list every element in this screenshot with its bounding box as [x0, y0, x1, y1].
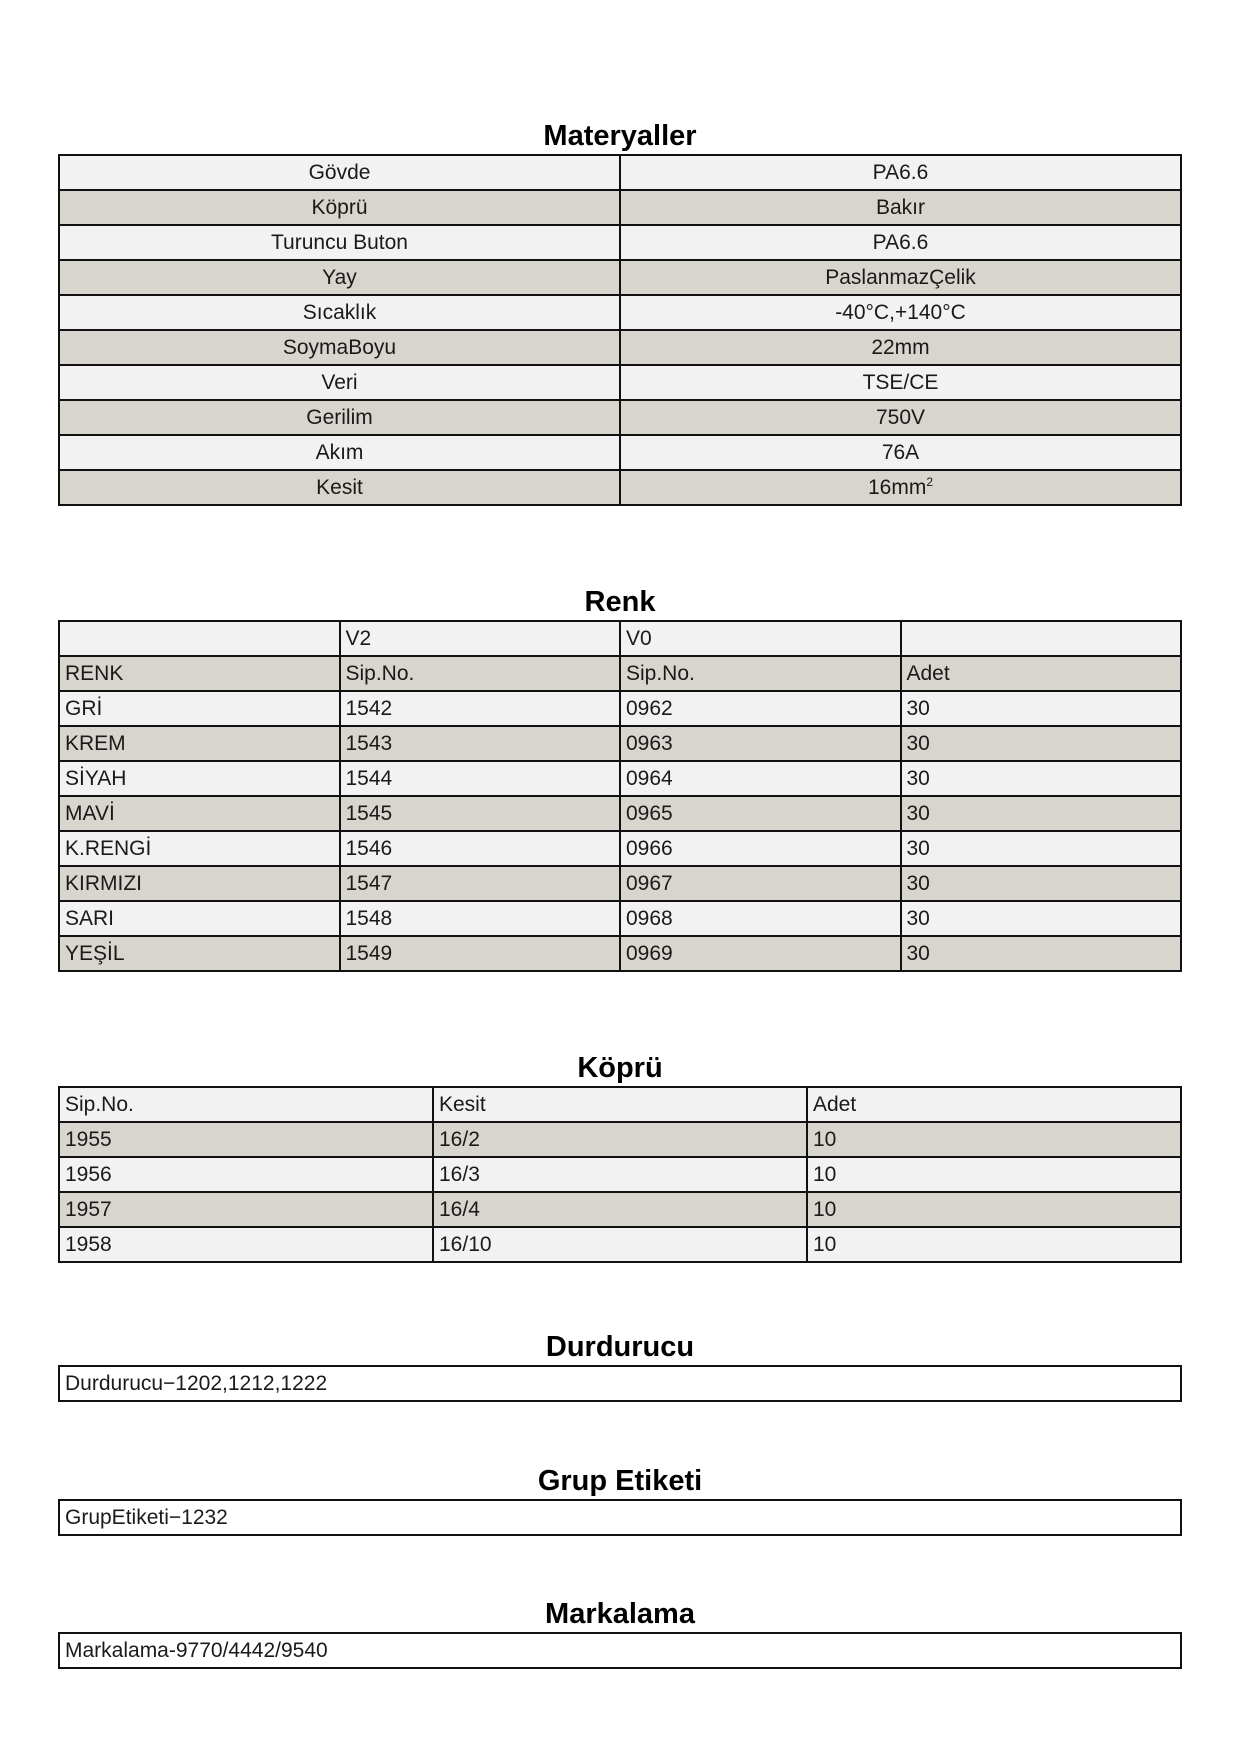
durdurucu-title: Durdurucu	[545, 1331, 695, 1363]
material-value: PA6.6	[620, 155, 1181, 190]
material-label: Yay	[59, 260, 620, 295]
table-row	[59, 190, 1181, 225]
table-row	[59, 936, 1181, 971]
material-label: Köprü	[59, 190, 620, 225]
material-label: Gövde	[59, 155, 620, 190]
table-cell: 30	[901, 761, 1182, 796]
table-cell: 0968	[620, 901, 901, 936]
table-cell: 0962	[620, 691, 901, 726]
table-cell: 0965	[620, 796, 901, 831]
table-cell: 1955	[59, 1122, 433, 1157]
table-cell: 1548	[340, 901, 621, 936]
column-header: Sip.No.	[59, 1087, 433, 1122]
table-header-row	[59, 1087, 1181, 1122]
material-value: -40°C,+140°C	[620, 295, 1181, 330]
column-header: Sip.No.	[340, 656, 621, 691]
table-cell: 16/3	[433, 1157, 807, 1192]
table-row	[59, 866, 1181, 901]
markalama-table	[58, 1632, 1182, 1669]
material-label: Akım	[59, 435, 620, 470]
table-cell: KREM	[59, 726, 340, 761]
durdurucu-table	[58, 1365, 1182, 1402]
table-cell: 30	[901, 726, 1182, 761]
table-row	[59, 365, 1181, 400]
table-cell: 10	[807, 1122, 1181, 1157]
table-row	[59, 1157, 1181, 1192]
durdurucu-section	[58, 1329, 1182, 1402]
table-cell: 30	[901, 901, 1182, 936]
renk-section	[58, 584, 1182, 972]
table-row	[59, 901, 1181, 936]
materials-title: Materyaller	[543, 120, 697, 152]
table-cell: 1543	[340, 726, 621, 761]
table-cell: V0	[620, 621, 901, 656]
table-cell: 30	[901, 831, 1182, 866]
kopru-title: Köprü	[577, 1052, 663, 1084]
table-cell: SARI	[59, 901, 340, 936]
material-label: Turuncu Buton	[59, 225, 620, 260]
table-row	[59, 1122, 1181, 1157]
material-value: 750V	[620, 400, 1181, 435]
material-value: PA6.6	[620, 225, 1181, 260]
table-cell: 10	[807, 1227, 1181, 1262]
table-cell: 10	[807, 1157, 1181, 1192]
materials-section	[58, 118, 1182, 506]
material-value: TSE/CE	[620, 365, 1181, 400]
table-cell: 1956	[59, 1157, 433, 1192]
table-cell: MAVİ	[59, 796, 340, 831]
table-cell: 0969	[620, 936, 901, 971]
table-row	[59, 761, 1181, 796]
renk-title: Renk	[584, 586, 656, 618]
material-label: Gerilim	[59, 400, 620, 435]
table-row	[59, 155, 1181, 190]
table-cell: 16/2	[433, 1122, 807, 1157]
table-cell: YEŞİL	[59, 936, 340, 971]
table-cell: 0966	[620, 831, 901, 866]
column-header: RENK	[59, 656, 340, 691]
column-header: Adet	[901, 656, 1182, 691]
table-cell	[59, 621, 340, 656]
table-header-row	[59, 656, 1181, 691]
table-cell: 0964	[620, 761, 901, 796]
material-value: 22mm	[620, 330, 1181, 365]
table-cell: 30	[901, 691, 1182, 726]
table-cell: 1547	[340, 866, 621, 901]
table-cell: GRİ	[59, 691, 340, 726]
table-row	[59, 831, 1181, 866]
column-header: Kesit	[433, 1087, 807, 1122]
renk-table	[58, 620, 1182, 972]
table-cell: KIRMIZI	[59, 866, 340, 901]
column-header: Adet	[807, 1087, 1181, 1122]
material-value: 76A	[620, 435, 1181, 470]
table-cell: 1957	[59, 1192, 433, 1227]
table-cell: 10	[807, 1192, 1181, 1227]
table-row	[59, 621, 1181, 656]
table-cell: 1549	[340, 936, 621, 971]
material-value	[620, 470, 1181, 505]
material-value: PaslanmazÇelik	[620, 260, 1181, 295]
table-cell: 0967	[620, 866, 901, 901]
table-row	[59, 1192, 1181, 1227]
markalama-title: Markalama	[545, 1598, 695, 1630]
material-label: Veri	[59, 365, 620, 400]
table-cell: 1958	[59, 1227, 433, 1262]
kesit-superscript: 2	[926, 475, 934, 489]
table-row	[59, 470, 1181, 505]
table-row	[59, 400, 1181, 435]
material-label: SoymaBoyu	[59, 330, 620, 365]
grup-etiketi-value: GrupEtiketi−1232	[59, 1500, 1181, 1535]
table-cell	[901, 621, 1182, 656]
column-header: Sip.No.	[620, 656, 901, 691]
table-cell: 1542	[340, 691, 621, 726]
table-cell: 16/10	[433, 1227, 807, 1262]
kopru-section	[58, 1050, 1182, 1263]
table-row	[59, 796, 1181, 831]
table-row	[59, 726, 1181, 761]
kopru-table	[58, 1086, 1182, 1263]
table-row	[59, 691, 1181, 726]
durdurucu-value: Durdurucu−1202,1212,1222	[59, 1366, 1181, 1401]
material-label: Sıcaklık	[59, 295, 620, 330]
table-cell: 0963	[620, 726, 901, 761]
table-cell: K.RENGİ	[59, 831, 340, 866]
table-cell: SİYAH	[59, 761, 340, 796]
markalama-value: Markalama-9770/4442/9540	[59, 1633, 1181, 1668]
kesit-value: 16mm	[867, 476, 927, 499]
table-row	[59, 1633, 1181, 1668]
table-row	[59, 1366, 1181, 1401]
table-cell: 30	[901, 936, 1182, 971]
material-value: Bakır	[620, 190, 1181, 225]
material-label: Kesit	[59, 470, 620, 505]
table-cell: 1545	[340, 796, 621, 831]
grup-etiketi-section	[58, 1463, 1182, 1536]
table-row	[59, 225, 1181, 260]
table-row	[59, 1500, 1181, 1535]
table-cell: 30	[901, 866, 1182, 901]
markalama-section	[58, 1596, 1182, 1669]
table-row	[59, 1227, 1181, 1262]
materials-table	[58, 154, 1182, 506]
table-cell: 30	[901, 796, 1182, 831]
table-row	[59, 330, 1181, 365]
table-cell: 1544	[340, 761, 621, 796]
grup-etiketi-table	[58, 1499, 1182, 1536]
table-row	[59, 435, 1181, 470]
grup-etiketi-title: Grup Etiketi	[537, 1465, 703, 1497]
table-row	[59, 260, 1181, 295]
table-cell: V2	[340, 621, 621, 656]
table-cell: 16/4	[433, 1192, 807, 1227]
table-row	[59, 295, 1181, 330]
table-cell: 1546	[340, 831, 621, 866]
